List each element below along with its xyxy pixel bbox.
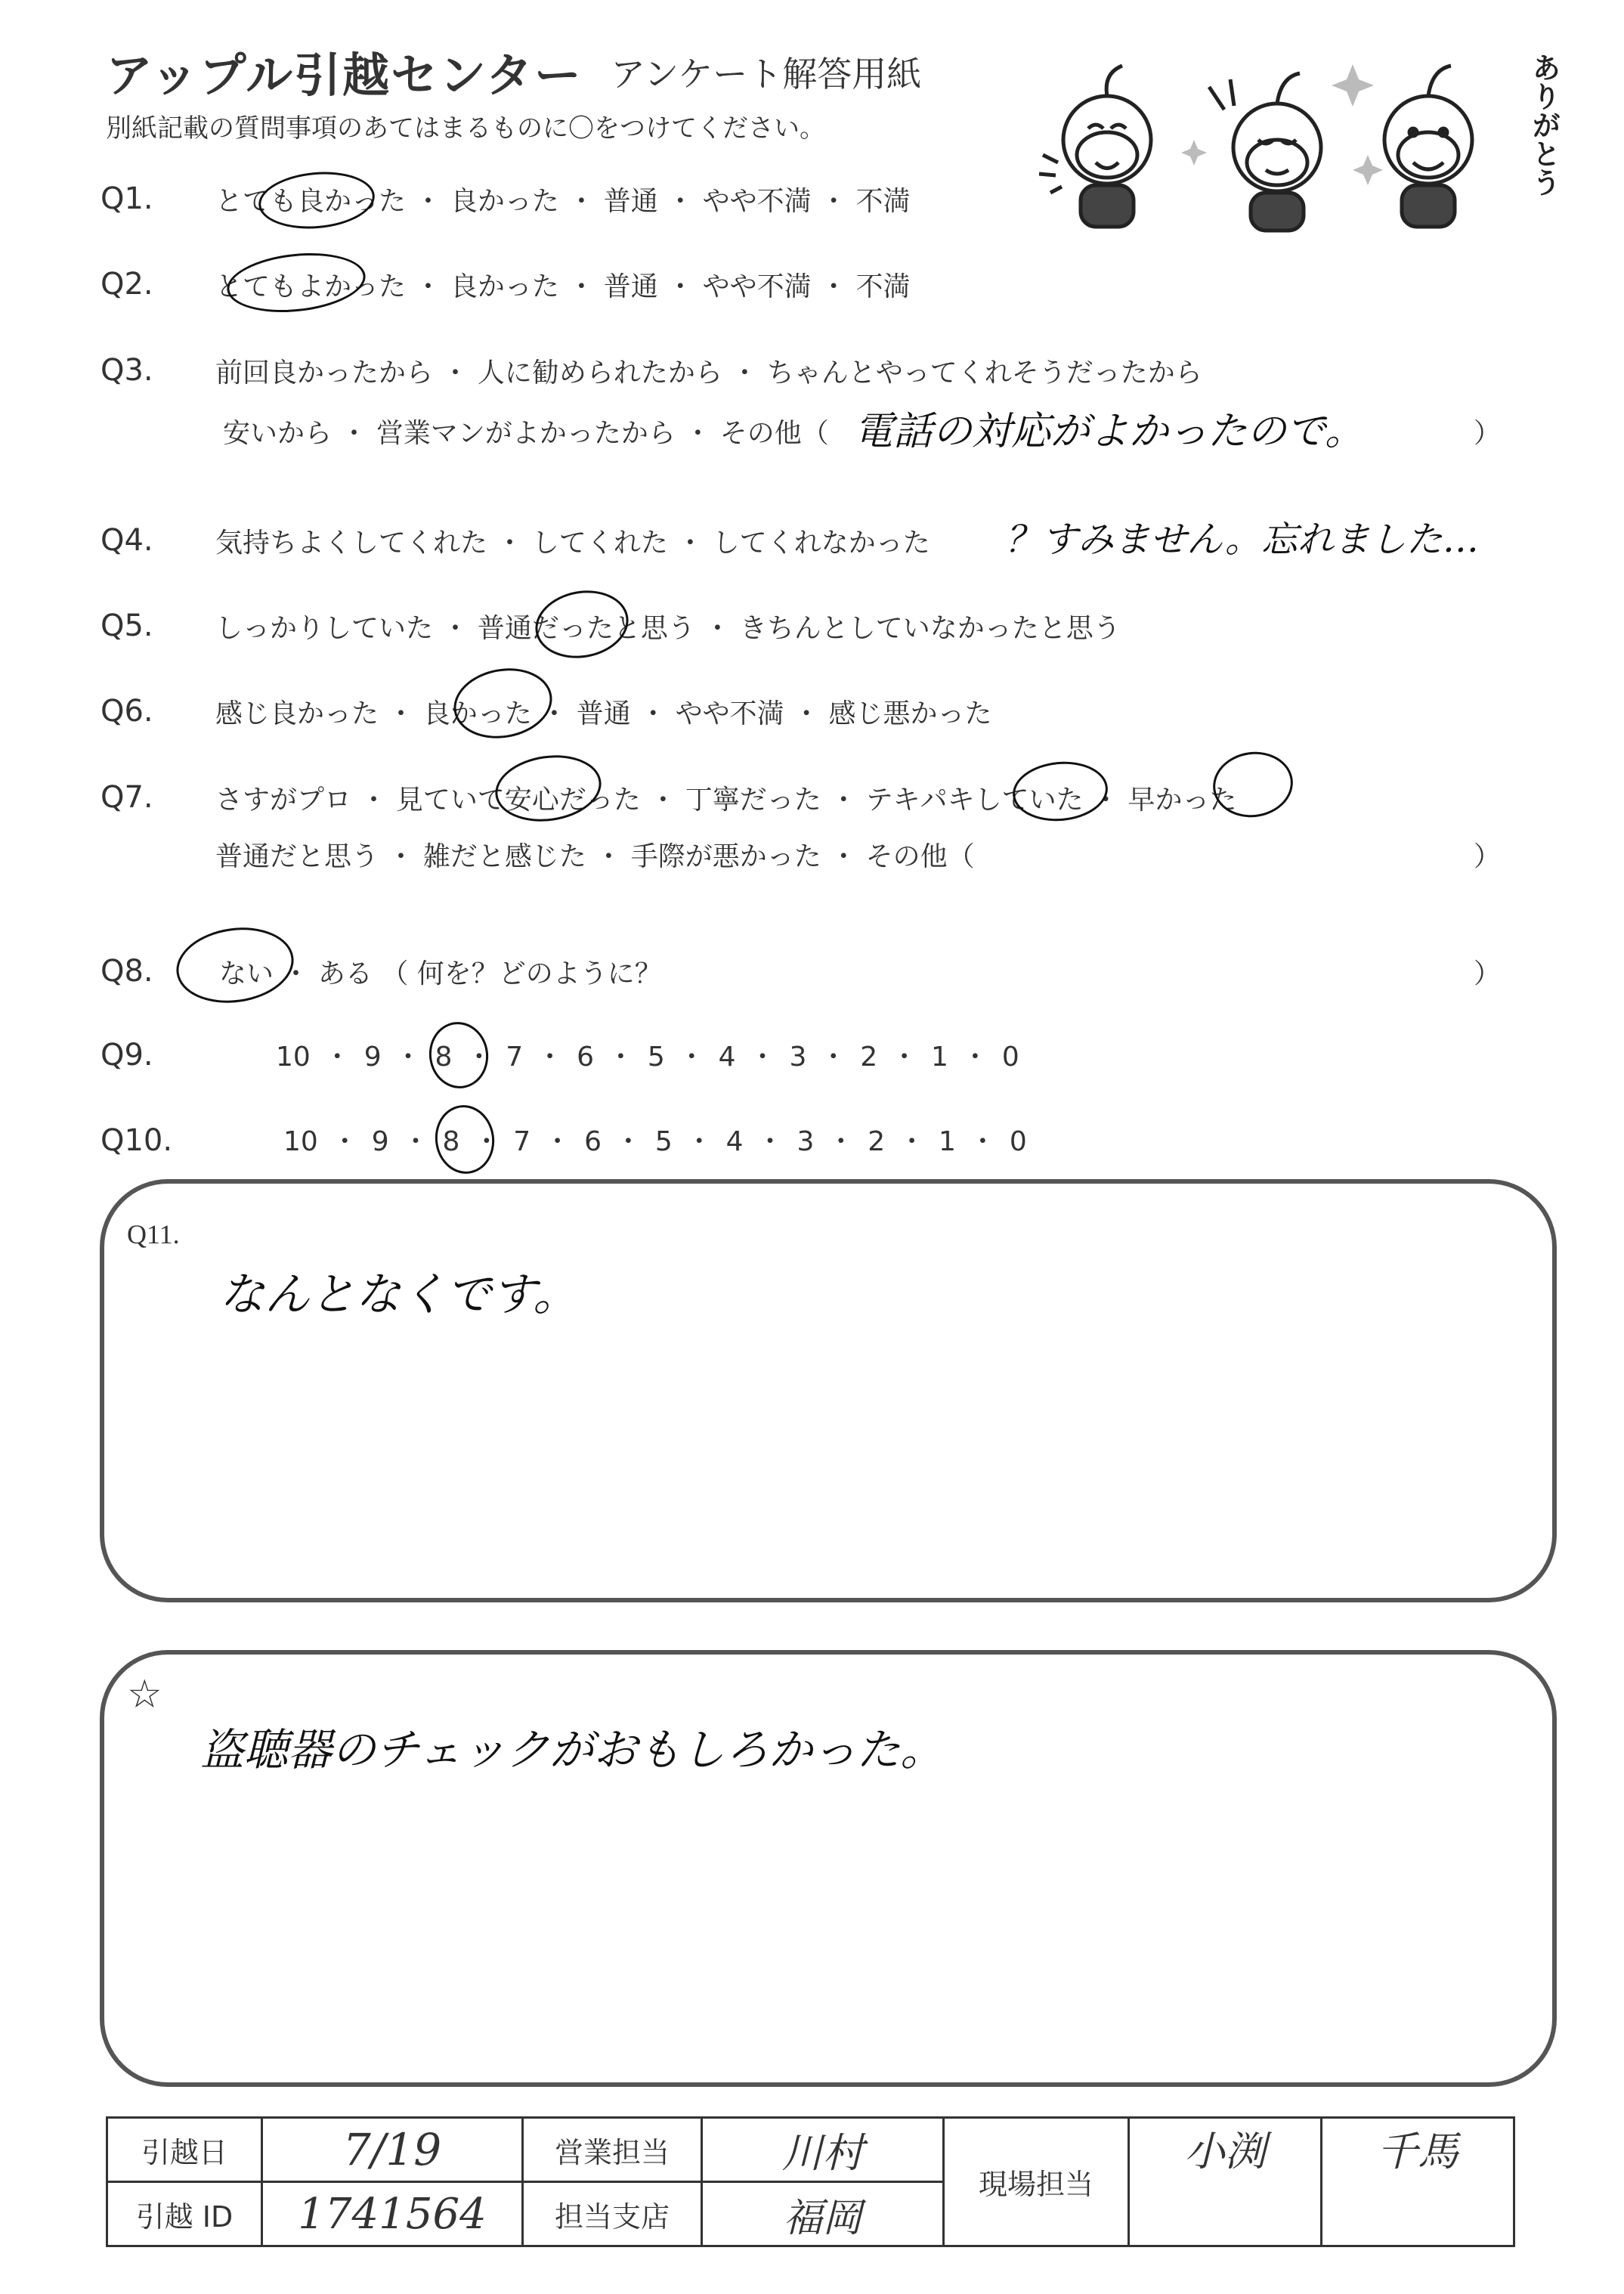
q3-close-paren: ） [1474, 418, 1502, 449]
branch-handwritten: 福岡 [783, 2195, 862, 2241]
q10-scale: 10 ・ 9 ・ 8 ・ 7 ・ 6 ・ 5 ・ 4 ・ 3 ・ 2 ・ 1 ・ 0 [283, 1126, 1027, 1157]
sales-rep-value [702, 2118, 944, 2182]
q6-options: 感じ良かった ・ 良かった ・ 普通 ・ やや不満 ・ 感じ悪かった [215, 698, 992, 729]
q10-label: Q10. [101, 1123, 173, 1158]
branch-label: 担当支店 [523, 2182, 702, 2246]
q11-handwritten-answer: なんとなくです。 [219, 1268, 579, 1321]
site-staff-2-value [1322, 2118, 1514, 2246]
branch-value [702, 2182, 944, 2246]
q8-options: ない ・ ある （ 何を？どのように？ [219, 958, 662, 989]
move-id-value [262, 2182, 523, 2246]
q3-options-line2: 安いから ・ 営業マンがよかったから ・ その他（ [223, 418, 829, 449]
q9-answer-circle [425, 1018, 492, 1092]
q10-answer-circle [431, 1101, 499, 1178]
sales-rep-handwritten: 川村 [781, 2128, 864, 2177]
q9-label: Q9. [101, 1038, 153, 1073]
q6-answer-circle [448, 661, 558, 745]
instruction-text: 別紙記載の質問事項のあてはまるものに〇をつけてください。 [106, 113, 825, 144]
q2-options: とてもよかった ・ 良かった ・ 普通 ・ やや不満 ・ 不満 [215, 271, 911, 302]
move-date-handwritten: 7/19 [342, 2124, 442, 2175]
q8-close-paren: ） [1474, 958, 1502, 989]
monkey-mascot-illustration [1035, 42, 1519, 238]
q2-label: Q2. [101, 267, 153, 302]
move-id-label: 引越 ID [107, 2182, 262, 2246]
q6-label: Q6. [101, 694, 153, 729]
q8-answer-circle [172, 921, 299, 1011]
company-name: アップル引越センター [106, 48, 583, 103]
move-id-handwritten: 1741564 [298, 2189, 487, 2239]
sales-rep-label: 営業担当 [523, 2118, 702, 2182]
form-title: アンケート解答用紙 [611, 54, 922, 94]
site-staff-2-handwritten: 千馬 [1377, 2128, 1459, 2175]
q1-options: とても良かった ・ 良かった ・ 普通 ・ やや不満 ・ 不満 [215, 186, 911, 217]
q4-handwritten-note: ？すみません。忘れました… [1005, 519, 1479, 561]
q1-answer-circle [256, 167, 377, 233]
star-handwritten-comment: 盗聴器のチェックがおもしろかった。 [200, 1724, 945, 1775]
footer-info-table [106, 2116, 1515, 2247]
q5-label: Q5. [101, 608, 153, 643]
q1-label: Q1. [101, 181, 153, 216]
thanks-text: ありがとう [1527, 53, 1561, 197]
q5-options: しっかりしていた ・ 普通だったと思う ・ きちんとしていなかったと思う [215, 613, 1121, 644]
monkey-mascot-icon [1209, 73, 1321, 231]
site-staff-1-handwritten: 小渕 [1184, 2128, 1266, 2175]
q7-options-line2: 普通だと思う ・ 雑だと感じた ・ 手際が悪かった ・ その他（ [215, 841, 975, 872]
q7-label: Q7. [101, 780, 153, 815]
q7-options-line1: さすがプロ ・ 見ていて安心だった ・ 丁寧だった ・ テキパキしていた ・ 早かった [215, 785, 1237, 816]
q3-options-line1: 前回良かったから ・ 人に勧められたから ・ ちゃんとやってくれそうだったから [215, 358, 1202, 389]
monkey-mascot-icon [1384, 66, 1472, 227]
site-staff-1-value [1129, 2118, 1322, 2246]
q8-label: Q8. [101, 954, 153, 989]
q11-box-label: Q11. [127, 1219, 180, 1249]
move-date-label: 引越日 [107, 2118, 262, 2182]
q7-close-paren: ） [1474, 841, 1502, 872]
q3-other-handwritten: 電話の対応がよかったので。 [854, 409, 1364, 454]
q9-scale: 10 ・ 9 ・ 8 ・ 7 ・ 6 ・ 5 ・ 4 ・ 3 ・ 2 ・ 1 ・ 0 [276, 1042, 1019, 1073]
q4-label: Q4. [101, 523, 153, 558]
q11-answer-box [100, 1179, 1557, 1602]
monkey-mascot-icon [1039, 66, 1151, 227]
site-staff-label: 現場担当 [944, 2118, 1129, 2246]
q3-label: Q3. [101, 353, 153, 388]
move-date-value [262, 2118, 523, 2182]
q4-options: 気持ちよくしてくれた ・ してくれた ・ してくれなかった [215, 528, 930, 559]
q5-answer-circle [530, 584, 633, 665]
star-icon: ☆ [127, 1672, 162, 1717]
q2-answer-circle [224, 247, 369, 319]
